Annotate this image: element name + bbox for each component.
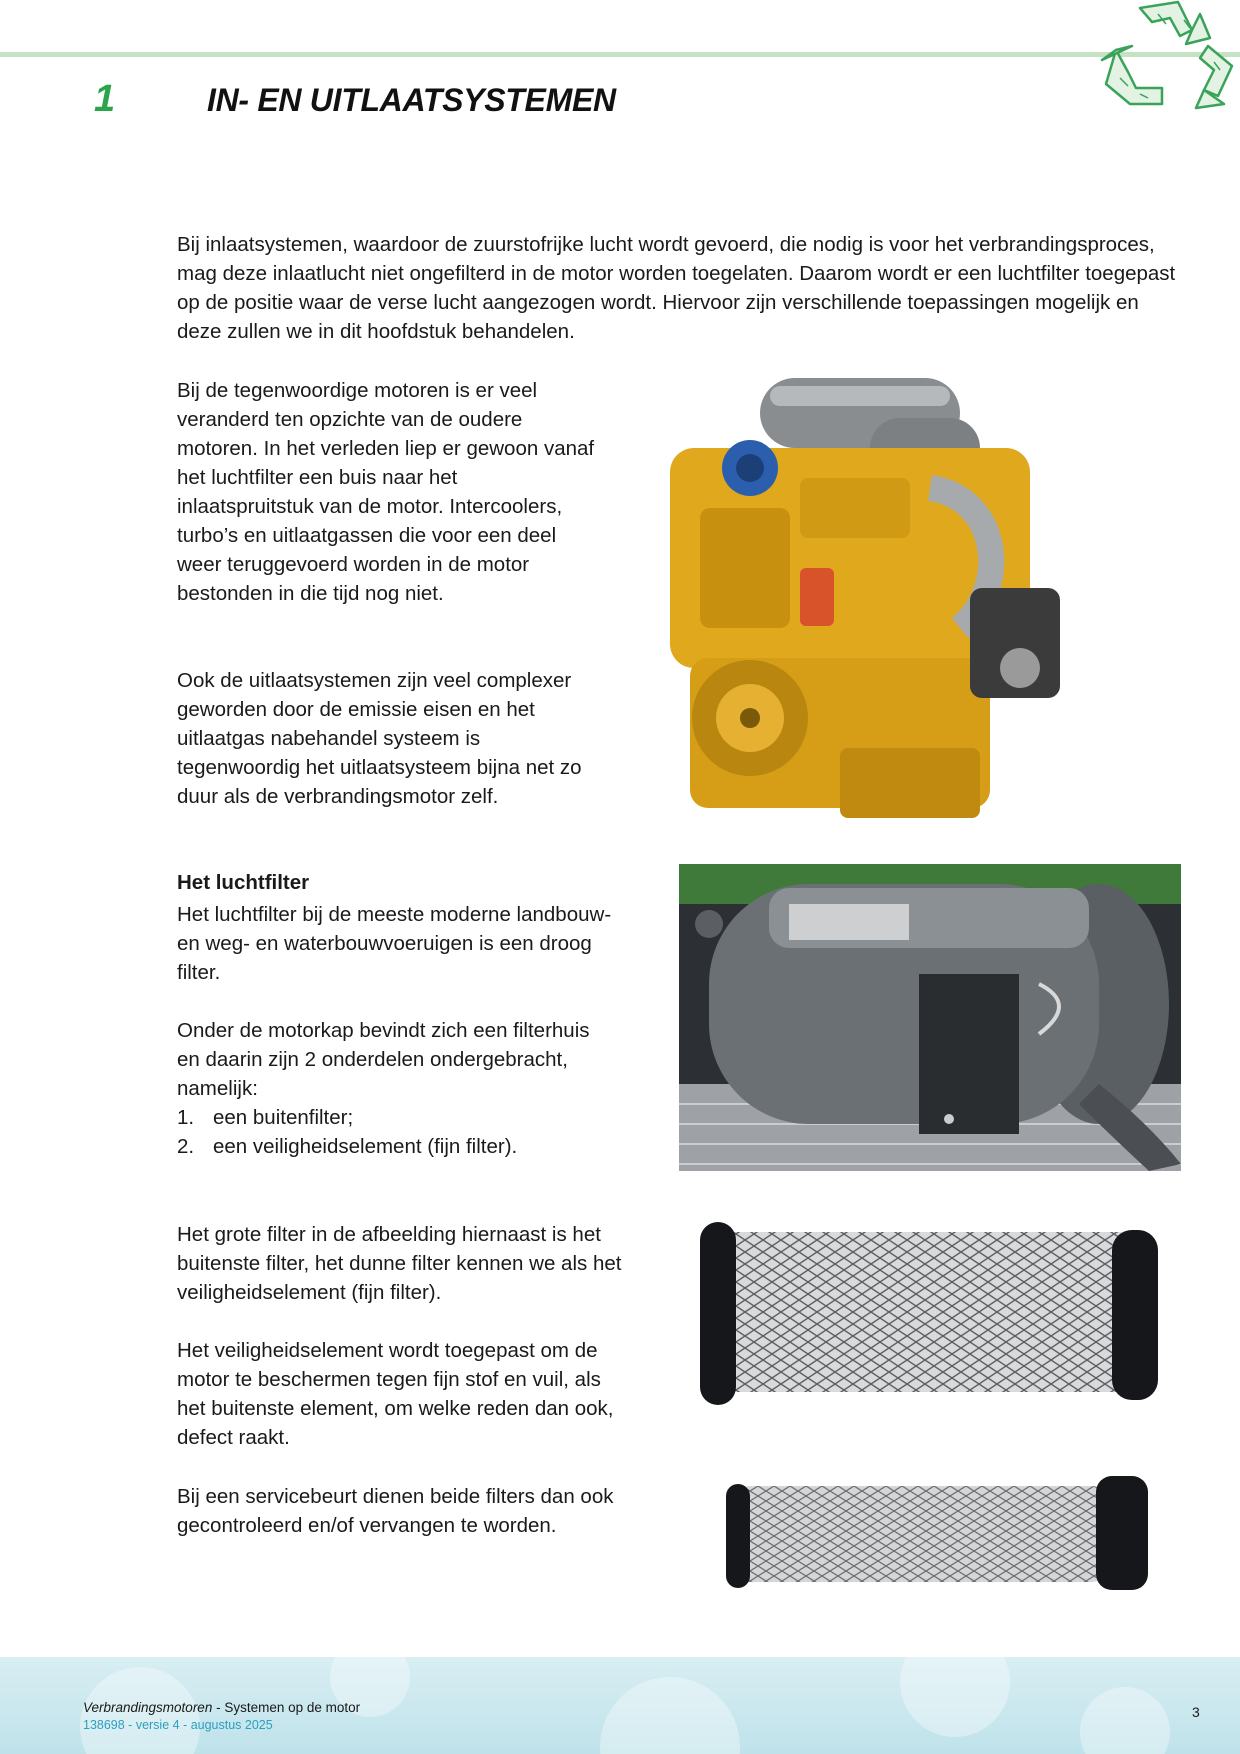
exhaust-paragraph: Ook de uitlaatsystemen zijn veel complexer geworden door de emissie eisen en het uitlaatgas nabehandel systeem is tegenwoordig het uitlaatsysteem bijna net zo duur als de verbrandingsmotor zelf.: [177, 669, 582, 808]
chapter-title: IN- EN UITLAATSYSTEMEN: [207, 82, 616, 118]
modern-engines-paragraph: Bij de tegenwoordige motoren is er veel veranderd ten opzichte van de oudere motoren. In het verleden liep er gewoon vanaf het luchtfilter een buis naar het inlaatspruitstuk van de motor. Intercoolers, turbo’s en uitlaatgassen die voor een deel weer teruggevoerd worden in de motor bestonden in die tijd nog niet.: [177, 379, 595, 605]
air-filter-housing-image: [679, 864, 1181, 1171]
list-item-number: 2.: [177, 1135, 195, 1158]
footer-title-italic: Verbrandingsmotoren: [83, 1700, 213, 1715]
footer-version: 138698 - versie 4 - augustus 2025: [83, 1718, 273, 1732]
section-heading-luchtfilter: Het luchtfilter: [177, 871, 310, 894]
recycle-icon: [1100, 0, 1240, 120]
page-number: 3: [1192, 1704, 1200, 1720]
engine-image: [640, 368, 1100, 838]
list-item-number: 1.: [177, 1106, 195, 1129]
outer-filter-image: [700, 1222, 1158, 1405]
big-filter-paragraph: Het grote filter in de afbeelding hiernaast is het buitenste filter, het dunne filter kennen we als het veiligheidselement (fijn filter).: [177, 1223, 622, 1304]
list-item-text: een veiligheidselement (fijn filter).: [213, 1135, 518, 1158]
chapter-number: 1: [94, 78, 116, 120]
intro-paragraph: Bij inlaatsystemen, waardoor de zuurstofrijke lucht wordt gevoerd, die nodig is voor het verbrandingsproces, mag deze inlaatlucht niet ongefilterd in de motor worden toegelaten. Daarom wordt er een luchtfilter toegepast op de positie waar de verse lucht aangezogen wordt. Hiervoor zijn verschillende toepassingen mogelijk en deze zullen we in dit hoofdstuk behandelen.: [177, 233, 1176, 343]
filter-housing-paragraph: Onder de motorkap bevindt zich een filterhuis en daarin zijn 2 onderdelen ondergebracht, namelijk:: [177, 1019, 590, 1100]
safety-filter-image: [726, 1476, 1148, 1590]
list-item-text: een buitenfilter;: [213, 1106, 354, 1129]
service-paragraph: Bij een servicebeurt dienen beide filters dan ook gecontroleerd en/of vervangen te worden.: [177, 1485, 614, 1537]
filter-parts-list: [177, 1103, 517, 1161]
safety-element-paragraph: Het veiligheidselement wordt toegepast om de motor te beschermen tegen fijn stof en vuil, als het buitenste element, om welke reden dan ook, defect raakt.: [177, 1339, 614, 1449]
header-rule: [0, 52, 1240, 57]
list-item: [177, 1132, 517, 1161]
footer-title-rest: - Systemen op de motor: [212, 1700, 361, 1715]
list-item: [177, 1103, 517, 1132]
footer-title: [83, 1700, 360, 1715]
filter-paragraph: Het luchtfilter bij de meeste moderne landbouw- en weg- en waterbouwvoeruigen is een droog filter.: [177, 903, 612, 984]
